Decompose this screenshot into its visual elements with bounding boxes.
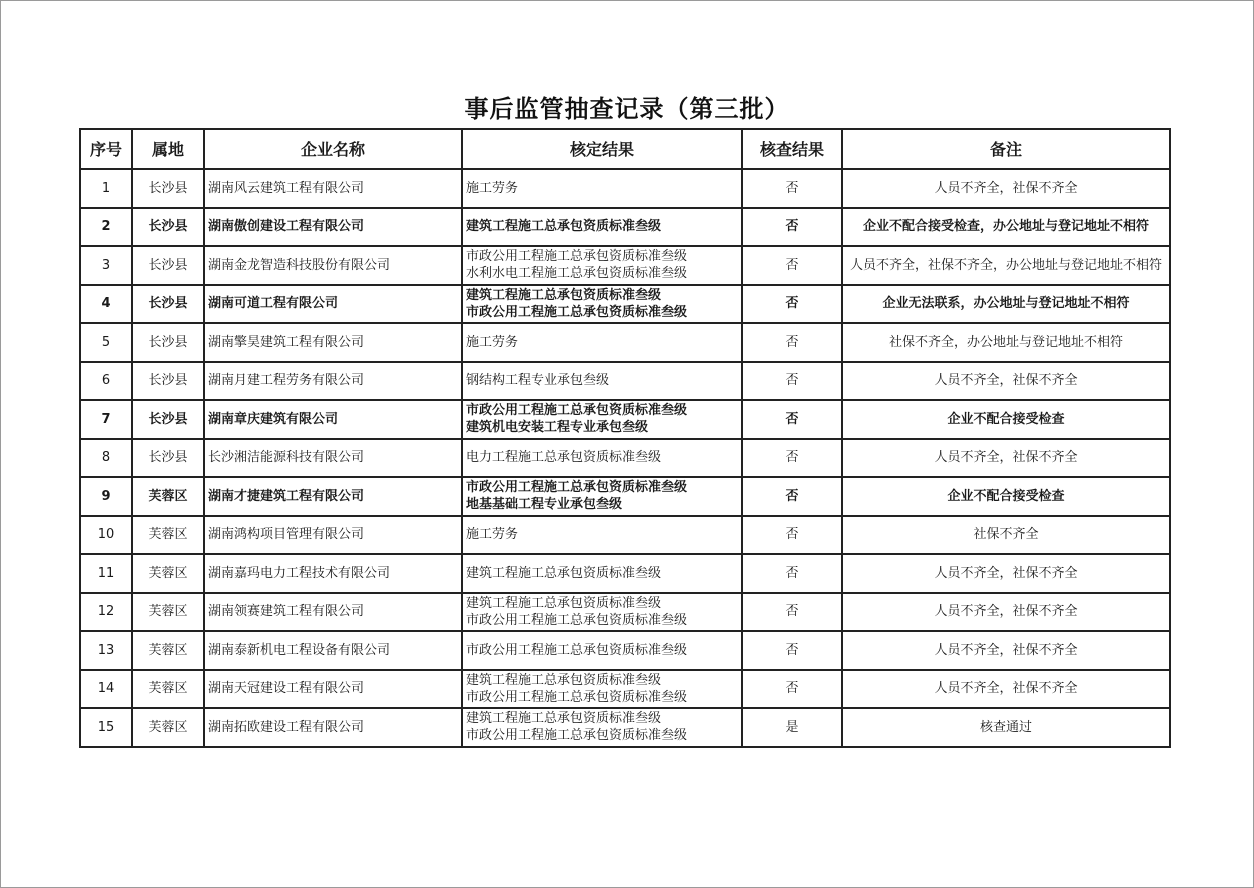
row-number: 15 bbox=[80, 708, 132, 747]
row-number: 2 bbox=[80, 208, 132, 247]
row-company: 湖南鸿构项目管理有限公司 bbox=[204, 516, 462, 555]
row-check-result: 否 bbox=[742, 246, 842, 285]
row-check-result: 否 bbox=[742, 323, 842, 362]
row-area: 长沙县 bbox=[132, 362, 204, 401]
row-company: 湖南泰新机电工程设备有限公司 bbox=[204, 631, 462, 670]
row-check-result: 否 bbox=[742, 208, 842, 247]
table-row bbox=[80, 323, 1170, 362]
row-qualification bbox=[462, 554, 742, 593]
row-number: 9 bbox=[80, 477, 132, 516]
table-row bbox=[80, 631, 1170, 670]
header-no: 序号 bbox=[80, 129, 132, 169]
header-company: 企业名称 bbox=[204, 129, 462, 169]
row-number: 6 bbox=[80, 362, 132, 401]
row-area: 芙蓉区 bbox=[132, 670, 204, 709]
table-header-row bbox=[80, 129, 1170, 169]
row-company: 湖南天冠建设工程有限公司 bbox=[204, 670, 462, 709]
row-area: 长沙县 bbox=[132, 246, 204, 285]
row-company: 湖南才捷建筑工程有限公司 bbox=[204, 477, 462, 516]
qualification-line: 市政公用工程施工总承包资质标准叁级 bbox=[466, 728, 688, 744]
row-check-result: 否 bbox=[742, 439, 842, 478]
qualification-line: 市政公用工程施工总承包资质标准叁级 bbox=[466, 689, 688, 705]
row-check-result: 否 bbox=[742, 670, 842, 709]
row-remarks: 人员不齐全，社保不齐全 bbox=[842, 554, 1170, 593]
row-company: 湖南擎昊建筑工程有限公司 bbox=[204, 323, 462, 362]
table-row bbox=[80, 554, 1170, 593]
qualification-line: 市政公用工程施工总承包资质标准叁级 bbox=[466, 403, 688, 419]
row-remarks: 人员不齐全，社保不齐全，办公地址与登记地址不相符 bbox=[842, 246, 1170, 285]
qualification-line: 建筑机电安装工程专业承包叁级 bbox=[466, 420, 649, 436]
table-row bbox=[80, 516, 1170, 555]
row-remarks: 人员不齐全，社保不齐全 bbox=[842, 631, 1170, 670]
row-area: 芙蓉区 bbox=[132, 554, 204, 593]
row-check-result: 否 bbox=[742, 169, 842, 208]
row-qualification bbox=[462, 323, 742, 362]
row-number: 4 bbox=[80, 285, 132, 324]
row-number: 12 bbox=[80, 593, 132, 632]
records-table bbox=[79, 128, 1171, 748]
table-body bbox=[80, 169, 1170, 747]
table-row bbox=[80, 708, 1170, 747]
row-check-result: 否 bbox=[742, 554, 842, 593]
header-remarks: 备注 bbox=[842, 129, 1170, 169]
row-area: 芙蓉区 bbox=[132, 593, 204, 632]
table-row bbox=[80, 439, 1170, 478]
row-area: 芙蓉区 bbox=[132, 631, 204, 670]
row-qualification bbox=[462, 593, 742, 632]
row-check-result: 否 bbox=[742, 400, 842, 439]
qualification-line: 建筑工程施工总承包资质标准叁级 bbox=[466, 219, 662, 235]
qualification-line: 建筑工程施工总承包资质标准叁级 bbox=[466, 595, 662, 611]
row-check-result: 否 bbox=[742, 285, 842, 324]
header-check-result: 核查结果 bbox=[742, 129, 842, 169]
qualification-line: 施工劳务 bbox=[466, 527, 519, 543]
row-remarks: 企业无法联系，办公地址与登记地址不相符 bbox=[842, 285, 1170, 324]
qualification-line: 建筑工程施工总承包资质标准叁级 bbox=[466, 672, 662, 688]
row-qualification bbox=[462, 477, 742, 516]
qualification-line: 市政公用工程施工总承包资质标准叁级 bbox=[466, 304, 688, 320]
qualification-line: 钢结构工程专业承包叁级 bbox=[466, 373, 610, 389]
row-remarks: 企业不配合接受检查，办公地址与登记地址不相符 bbox=[842, 208, 1170, 247]
row-remarks: 企业不配合接受检查 bbox=[842, 477, 1170, 516]
row-number: 10 bbox=[80, 516, 132, 555]
row-remarks: 人员不齐全，社保不齐全 bbox=[842, 169, 1170, 208]
row-qualification bbox=[462, 439, 742, 478]
row-qualification bbox=[462, 708, 742, 747]
row-area: 长沙县 bbox=[132, 439, 204, 478]
qualification-line: 建筑工程施工总承包资质标准叁级 bbox=[466, 287, 662, 303]
row-remarks: 人员不齐全，社保不齐全 bbox=[842, 670, 1170, 709]
qualification-line: 施工劳务 bbox=[466, 180, 519, 196]
table-row bbox=[80, 670, 1170, 709]
row-area: 长沙县 bbox=[132, 400, 204, 439]
row-qualification bbox=[462, 631, 742, 670]
table-row bbox=[80, 285, 1170, 324]
row-number: 8 bbox=[80, 439, 132, 478]
row-company: 湖南章庆建筑有限公司 bbox=[204, 400, 462, 439]
row-area: 芙蓉区 bbox=[132, 516, 204, 555]
row-qualification bbox=[462, 400, 742, 439]
table-row bbox=[80, 362, 1170, 401]
row-qualification bbox=[462, 362, 742, 401]
row-qualification bbox=[462, 516, 742, 555]
row-company: 湖南领赛建筑工程有限公司 bbox=[204, 593, 462, 632]
row-company: 湖南月建工程劳务有限公司 bbox=[204, 362, 462, 401]
row-qualification bbox=[462, 208, 742, 247]
qualification-line: 市政公用工程施工总承包资质标准叁级 bbox=[466, 480, 688, 496]
qualification-line: 市政公用工程施工总承包资质标准叁级 bbox=[466, 612, 688, 628]
row-remarks: 核查通过 bbox=[842, 708, 1170, 747]
header-area: 属地 bbox=[132, 129, 204, 169]
qualification-line: 施工劳务 bbox=[466, 334, 519, 350]
qualification-line: 水利水电工程施工总承包资质标准叁级 bbox=[466, 266, 688, 282]
row-area: 长沙县 bbox=[132, 323, 204, 362]
qualification-line: 地基基础工程专业承包叁级 bbox=[466, 497, 623, 513]
row-check-result: 是 bbox=[742, 708, 842, 747]
row-company: 湖南金龙智造科技股份有限公司 bbox=[204, 246, 462, 285]
row-number: 11 bbox=[80, 554, 132, 593]
row-company: 湖南拓欧建设工程有限公司 bbox=[204, 708, 462, 747]
row-company: 长沙湘洁能源科技有限公司 bbox=[204, 439, 462, 478]
row-company: 湖南可道工程有限公司 bbox=[204, 285, 462, 324]
table-row bbox=[80, 246, 1170, 285]
row-area: 长沙县 bbox=[132, 208, 204, 247]
qualification-line: 市政公用工程施工总承包资质标准叁级 bbox=[466, 642, 688, 658]
row-check-result: 否 bbox=[742, 362, 842, 401]
table-row bbox=[80, 169, 1170, 208]
row-area: 芙蓉区 bbox=[132, 477, 204, 516]
row-number: 1 bbox=[80, 169, 132, 208]
row-area: 芙蓉区 bbox=[132, 708, 204, 747]
row-area: 长沙县 bbox=[132, 169, 204, 208]
qualification-line: 电力工程施工总承包资质标准叁级 bbox=[466, 450, 662, 466]
qualification-line: 建筑工程施工总承包资质标准叁级 bbox=[466, 565, 662, 581]
row-remarks: 社保不齐全，办公地址与登记地址不相符 bbox=[842, 323, 1170, 362]
row-remarks: 人员不齐全，社保不齐全 bbox=[842, 362, 1170, 401]
header-qualification: 核定结果 bbox=[462, 129, 742, 169]
row-number: 13 bbox=[80, 631, 132, 670]
row-check-result: 否 bbox=[742, 477, 842, 516]
table-row bbox=[80, 208, 1170, 247]
row-number: 14 bbox=[80, 670, 132, 709]
qualification-line: 建筑工程施工总承包资质标准叁级 bbox=[466, 711, 662, 727]
row-company: 湖南傲创建设工程有限公司 bbox=[204, 208, 462, 247]
row-remarks: 社保不齐全 bbox=[842, 516, 1170, 555]
row-area: 长沙县 bbox=[132, 285, 204, 324]
row-qualification bbox=[462, 285, 742, 324]
row-remarks: 人员不齐全，社保不齐全 bbox=[842, 439, 1170, 478]
row-company: 湖南嘉玛电力工程技术有限公司 bbox=[204, 554, 462, 593]
row-qualification bbox=[462, 246, 742, 285]
table-row bbox=[80, 477, 1170, 516]
row-check-result: 否 bbox=[742, 631, 842, 670]
table-row bbox=[80, 400, 1170, 439]
row-check-result: 否 bbox=[742, 593, 842, 632]
row-company: 湖南风云建筑工程有限公司 bbox=[204, 169, 462, 208]
row-qualification bbox=[462, 169, 742, 208]
row-remarks: 企业不配合接受检查 bbox=[842, 400, 1170, 439]
qualification-line: 市政公用工程施工总承包资质标准叁级 bbox=[466, 249, 688, 265]
row-number: 7 bbox=[80, 400, 132, 439]
row-remarks: 人员不齐全，社保不齐全 bbox=[842, 593, 1170, 632]
row-check-result: 否 bbox=[742, 516, 842, 555]
table-row bbox=[80, 593, 1170, 632]
row-number: 3 bbox=[80, 246, 132, 285]
row-number: 5 bbox=[80, 323, 132, 362]
document-title: 事后监管抽查记录（第三批） bbox=[464, 94, 790, 123]
row-qualification bbox=[462, 670, 742, 709]
